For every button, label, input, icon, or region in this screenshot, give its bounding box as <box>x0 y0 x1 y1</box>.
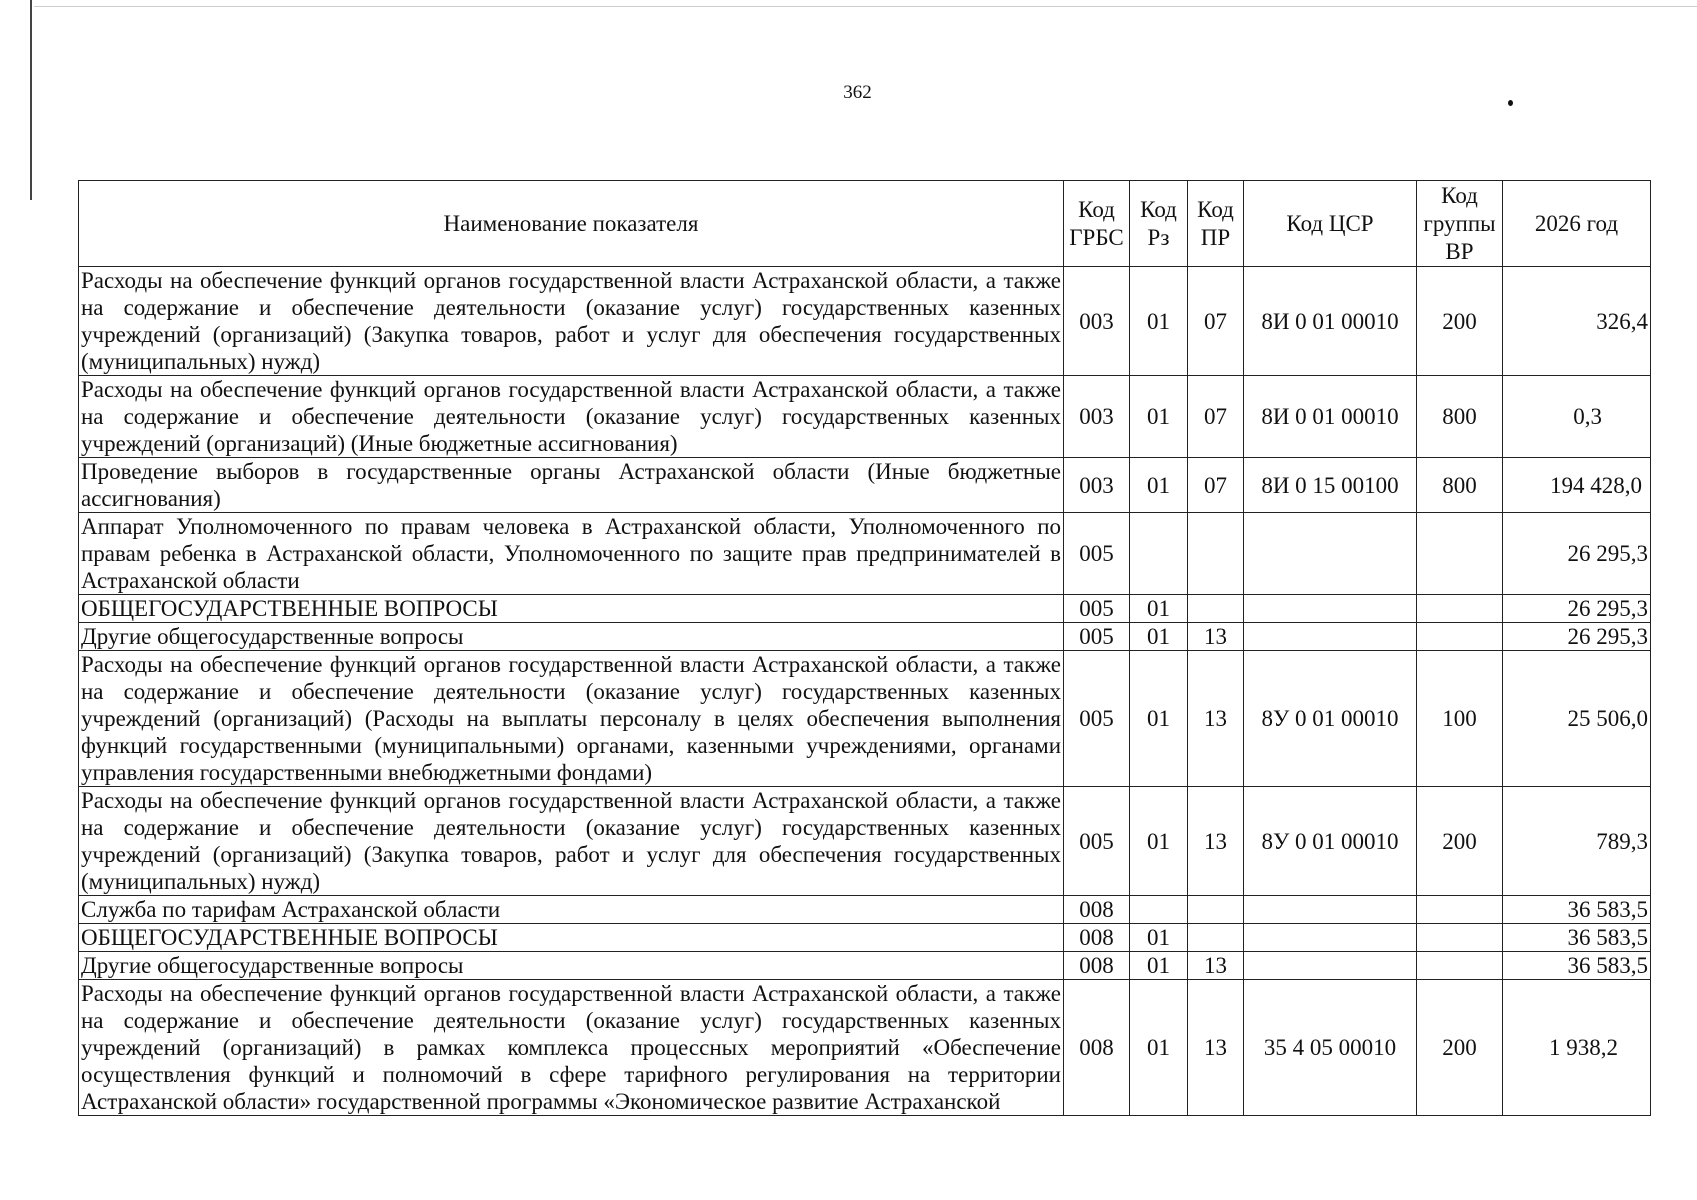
cell-name: ОБЩЕГОСУДАРСТВЕННЫЕ ВОПРОСЫ <box>79 595 1064 623</box>
cell-grbs: 003 <box>1064 267 1130 376</box>
header-csr: Код ЦСР <box>1244 181 1417 267</box>
cell-grbs: 005 <box>1064 623 1130 651</box>
cell-value: 36 583,5 <box>1503 924 1651 952</box>
header-vr: Код группы ВР <box>1417 181 1503 267</box>
cell-vr <box>1417 896 1503 924</box>
cell-vr: 200 <box>1417 787 1503 896</box>
cell-rz: 01 <box>1130 623 1188 651</box>
cell-name: ОБЩЕГОСУДАРСТВЕННЫЕ ВОПРОСЫ <box>79 924 1064 952</box>
table-row <box>79 267 1651 376</box>
header-grbs: Код ГРБС <box>1064 181 1130 267</box>
cell-value: 25 506,0 <box>1503 651 1651 787</box>
cell-rz: 01 <box>1130 376 1188 458</box>
cell-vr: 800 <box>1417 458 1503 513</box>
table-row <box>79 651 1651 787</box>
cell-vr <box>1417 623 1503 651</box>
cell-name: Расходы на обеспечение функций органов государственной власти Астраханской области, а также на содержание и обеспечение деятельности (оказание услуг) государственных казенных учреждений (организаций) в рамках комплекса процессных мероприятий «Обеспечение осуществления функций и полномочий в сфере тарифного регулирования на территории Астраханской области» государственной программы «Экономическое развитие Астраханской <box>79 980 1064 1116</box>
cell-rz: 01 <box>1130 952 1188 980</box>
cell-csr: 8У 0 01 00010 <box>1244 651 1417 787</box>
cell-rz: 01 <box>1130 651 1188 787</box>
cell-rz <box>1130 513 1188 595</box>
cell-name: Расходы на обеспечение функций органов государственной власти Астраханской области, а также на содержание и обеспечение деятельности (оказание услуг) государственных казенных учреждений (организаций) (Иные бюджетные ассигнования) <box>79 376 1064 458</box>
cell-value: 26 295,3 <box>1503 513 1651 595</box>
cell-csr <box>1244 513 1417 595</box>
cell-grbs: 005 <box>1064 595 1130 623</box>
table-row <box>79 924 1651 952</box>
cell-vr <box>1417 952 1503 980</box>
cell-name: Проведение выборов в государственные органы Астраханской области (Иные бюджетные ассигнования) <box>79 458 1064 513</box>
cell-name: Расходы на обеспечение функций органов государственной власти Астраханской области, а также на содержание и обеспечение деятельности (оказание услуг) государственных казенных учреждений (организаций) (Расходы на выплаты персоналу в целях обеспечения выполнения функций государственными (муниципальными) органами, казенными учреждениями, органами управления государственными внебюджетными фондами) <box>79 651 1064 787</box>
cell-csr <box>1244 896 1417 924</box>
cell-csr: 8И 0 15 00100 <box>1244 458 1417 513</box>
cell-vr <box>1417 924 1503 952</box>
cell-value: 26 295,3 <box>1503 595 1651 623</box>
cell-value: 194 428,0 <box>1503 458 1651 513</box>
cell-csr <box>1244 623 1417 651</box>
cell-grbs: 008 <box>1064 980 1130 1116</box>
header-year: 2026 год <box>1503 181 1651 267</box>
cell-pr: 13 <box>1188 980 1244 1116</box>
table-row <box>79 980 1651 1116</box>
cell-rz: 01 <box>1130 458 1188 513</box>
cell-value: 326,4 <box>1503 267 1651 376</box>
cell-grbs: 008 <box>1064 896 1130 924</box>
cell-name: Другие общегосударственные вопросы <box>79 623 1064 651</box>
cell-vr: 200 <box>1417 980 1503 1116</box>
cell-name: Служба по тарифам Астраханской области <box>79 896 1064 924</box>
cell-vr <box>1417 595 1503 623</box>
cell-vr <box>1417 513 1503 595</box>
cell-value: 36 583,5 <box>1503 952 1651 980</box>
cell-csr <box>1244 595 1417 623</box>
cell-name: Расходы на обеспечение функций органов государственной власти Астраханской области, а также на содержание и обеспечение деятельности (оказание услуг) государственных казенных учреждений (организаций) (Закупка товаров, работ и услуг для обеспечения государственных (муниципальных) нужд) <box>79 787 1064 896</box>
cell-pr: 07 <box>1188 458 1244 513</box>
top-scan-line <box>34 6 1697 7</box>
table-row <box>79 513 1651 595</box>
cell-rz: 01 <box>1130 787 1188 896</box>
cell-name: Аппарат Уполномоченного по правам человека в Астраханской области, Уполномоченного по правам ребенка в Астраханской области, Уполномоченного по защите прав предпринимателей в Астраханской области <box>79 513 1064 595</box>
cell-grbs: 005 <box>1064 513 1130 595</box>
table-row <box>79 787 1651 896</box>
cell-rz: 01 <box>1130 595 1188 623</box>
cell-name: Расходы на обеспечение функций органов государственной власти Астраханской области, а также на содержание и обеспечение деятельности (оказание услуг) государственных казенных учреждений (организаций) (Закупка товаров, работ и услуг для обеспечения государственных (муниципальных) нужд) <box>79 267 1064 376</box>
cell-pr: 07 <box>1188 267 1244 376</box>
table-row <box>79 623 1651 651</box>
cell-pr: 13 <box>1188 952 1244 980</box>
cell-vr: 800 <box>1417 376 1503 458</box>
cell-pr <box>1188 924 1244 952</box>
cell-pr: 13 <box>1188 623 1244 651</box>
budget-table <box>78 180 1651 1116</box>
cell-grbs: 005 <box>1064 787 1130 896</box>
cell-pr: 07 <box>1188 376 1244 458</box>
cell-csr: 8И 0 01 00010 <box>1244 267 1417 376</box>
header-name: Наименование показателя <box>79 181 1064 267</box>
cell-value: 26 295,3 <box>1503 623 1651 651</box>
scan-dot-mark <box>1508 100 1513 106</box>
cell-rz <box>1130 896 1188 924</box>
cell-grbs: 008 <box>1064 924 1130 952</box>
cell-pr: 13 <box>1188 787 1244 896</box>
cell-pr <box>1188 513 1244 595</box>
cell-csr: 8У 0 01 00010 <box>1244 787 1417 896</box>
header-rz: Код Рз <box>1130 181 1188 267</box>
cell-rz: 01 <box>1130 980 1188 1116</box>
table-row <box>79 896 1651 924</box>
table-row <box>79 376 1651 458</box>
cell-rz: 01 <box>1130 267 1188 376</box>
page-number: 362 <box>843 82 872 103</box>
cell-grbs: 003 <box>1064 458 1130 513</box>
cell-name: Другие общегосударственные вопросы <box>79 952 1064 980</box>
table-row <box>79 595 1651 623</box>
cell-pr <box>1188 595 1244 623</box>
cell-value: 1 938,2 <box>1503 980 1651 1116</box>
cell-csr: 8И 0 01 00010 <box>1244 376 1417 458</box>
cell-value: 0,3 <box>1503 376 1651 458</box>
cell-grbs: 008 <box>1064 952 1130 980</box>
cell-value: 789,3 <box>1503 787 1651 896</box>
cell-grbs: 005 <box>1064 651 1130 787</box>
cell-vr: 200 <box>1417 267 1503 376</box>
header-pr: Код ПР <box>1188 181 1244 267</box>
cell-csr <box>1244 924 1417 952</box>
cell-value: 36 583,5 <box>1503 896 1651 924</box>
cell-rz: 01 <box>1130 924 1188 952</box>
table-row <box>79 458 1651 513</box>
cell-pr <box>1188 896 1244 924</box>
table-row <box>79 952 1651 980</box>
table-header-row <box>79 181 1651 267</box>
cell-pr: 13 <box>1188 651 1244 787</box>
cell-csr: 35 4 05 00010 <box>1244 980 1417 1116</box>
cell-csr <box>1244 952 1417 980</box>
cell-vr: 100 <box>1417 651 1503 787</box>
cell-grbs: 003 <box>1064 376 1130 458</box>
